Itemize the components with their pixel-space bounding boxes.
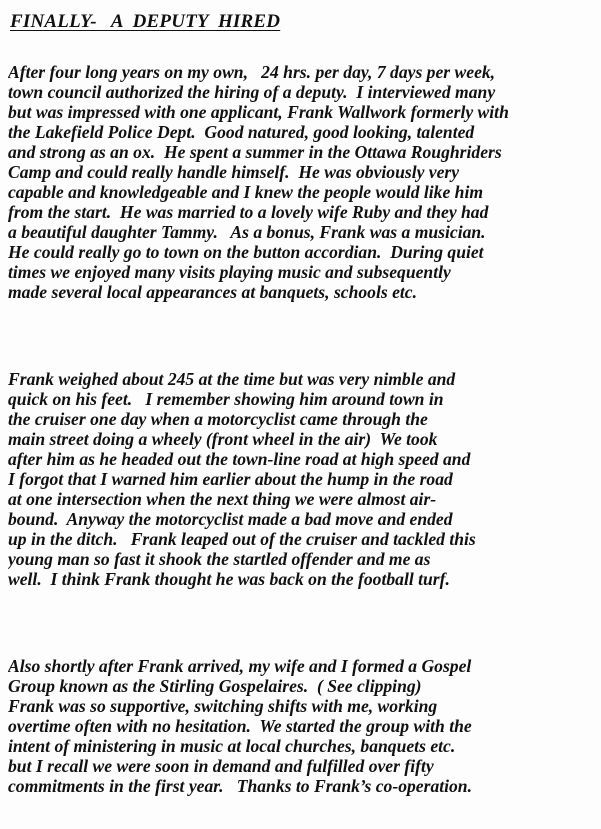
text-line: overtime often with no hesitation. We started the group with the [8,716,472,736]
text-line: made several local appearances at banquets, schools etc. [8,282,418,302]
text-line: capable and knowledgeable and I knew the people would like him [8,182,484,202]
paragraph-hiring [8,62,600,302]
text-line: but I recall we were soon in demand and fulfilled over fifty [8,756,434,776]
text-line: but was impressed with one applicant, Frank Wallwork formerly with [8,102,509,122]
text-line: well. I think Frank thought he was back on the football turf. [8,569,450,589]
paragraph-gospel-group [8,656,600,796]
text-line: after him as he headed out the town-line road at high speed and [8,449,471,469]
text-line: Frank was so supportive, switching shifts with me, working [8,696,438,716]
text-line: Frank weighed about 245 at the time but was very nimble and [8,369,456,389]
text-line: town council authorized the hiring of a deputy. I interviewed many [8,82,496,102]
text-line: at one intersection when the next thing we were almost air- [8,489,437,509]
text-line: a beautiful daughter Tammy. As a bonus, Frank was a musician. [8,222,486,242]
text-line: He could really go to town on the button accordian. During quiet [8,242,484,262]
text-line: After four long years on my own, 24 hrs. per day, 7 days per week, [8,62,496,82]
text-line: times we enjoyed many visits playing music and subsequently [8,262,451,282]
text-line: Group known as the Stirling Gospelaires. ( See clipping) [8,676,422,696]
text-line: bound. Anyway the motorcyclist made a bad move and ended [8,509,453,529]
text-line: Camp and could really handle himself. He was obviously very [8,162,460,182]
document-title: FINALLY- A DEPUTY HIRED [10,11,281,32]
text-line: up in the ditch. Frank leaped out of the cruiser and tackled this [8,529,476,549]
text-line: the cruiser one day when a motorcyclist came through the [8,409,428,429]
paragraph-motorcyclist [8,369,600,589]
text-line: I forgot that I warned him earlier about the hump in the road [8,469,453,489]
text-line: Also shortly after Frank arrived, my wife and I formed a Gospel [8,656,472,676]
text-line: commitments in the first year. Thanks to Frank’s co-operation. [8,776,472,796]
text-line: the Lakefield Police Dept. Good natured, good looking, talented [8,122,475,142]
text-line: intent of ministering in music at local churches, banquets etc. [8,736,456,756]
text-line: main street doing a wheely (front wheel in the air) We took [8,429,438,449]
text-line: quick on his feet. I remember showing him around town in [8,389,444,409]
text-line: young man so fast it shook the startled offender and me as [8,549,431,569]
text-line: from the start. He was married to a lovely wife Ruby and they had [8,202,489,222]
text-line: and strong as an ox. He spent a summer in the Ottawa Roughriders [8,142,502,162]
